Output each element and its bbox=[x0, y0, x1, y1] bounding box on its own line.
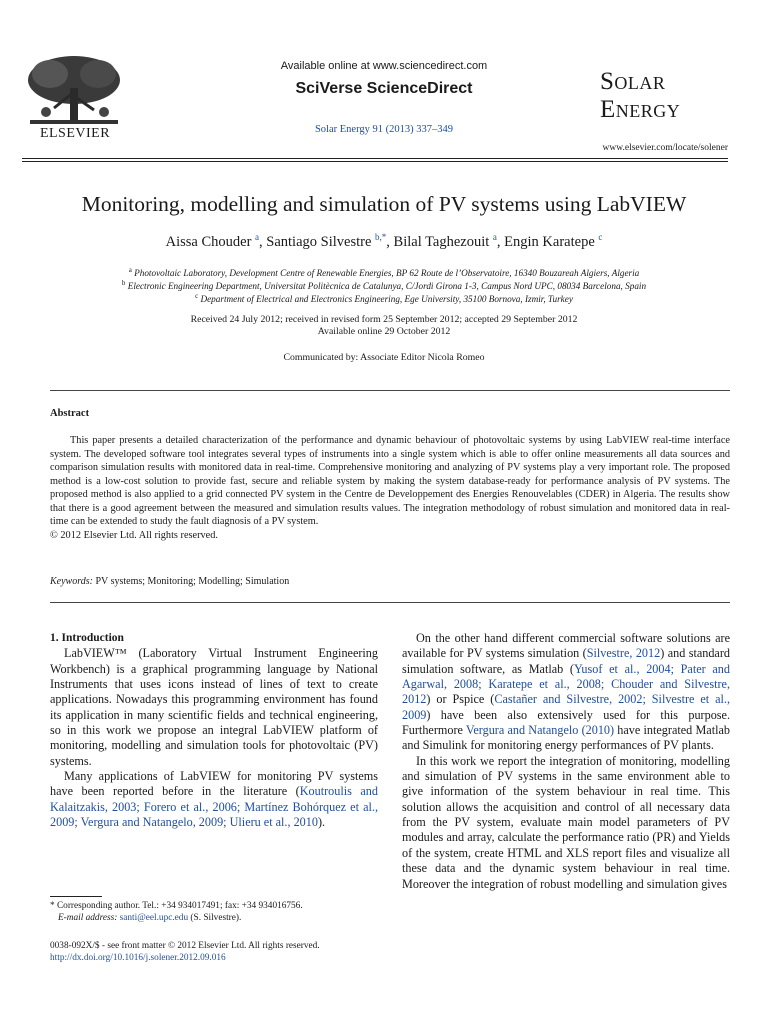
footnote-rule bbox=[50, 896, 102, 897]
reference-link[interactable]: Vergura and Natangelo (2010) bbox=[465, 723, 615, 738]
intro-paragraph-4: In this work we report the integration of monitoring, modelling and simulation of PV systems in the same environment able to give information of the system behaviour in real time. This solution allows the acquisition and control of all necessary data from the PV system, evaluate main model parameters of PV modules and array, calculate the performance ratio (PR) and Yields of the system, create HTML and XLS report files and visualize all these data and the dynamic system behaviour in real time. Moreover the integration of robust modelling and simulation gives bbox=[402, 753, 730, 891]
abstract-bottom-rule bbox=[50, 602, 730, 603]
author-affil-link[interactable]: a bbox=[255, 232, 260, 242]
intro-paragraph-2: Many applications of LabVIEW for monitoring PV systems have been reported before in the literature (Koutroulis and Kalaitzakis, 2003; Forero et al., 2006; Martínez Bohórquez et al., 2009; Vergura and Natangelo, 2009; Ulieru et al., 2010). bbox=[50, 769, 378, 830]
footnote bbox=[50, 900, 380, 924]
reference-link[interactable]: Yusof et al., 2004; Pater and Agarwal, 2008; Karatepe et al., 2008; Chouder and Silvestre, 2012 bbox=[402, 661, 730, 707]
intro-paragraph-1: LabVIEW™ (Laboratory Virtual Instrument Engineering Workbench) is a graphical programming language by National Instruments that uses icons instead of lines of text to create applications. Nowadays this programming environment has found its application in many scientific fields and technical engineering, so in this work we propose an integral LabVIEW platform of monitoring, modelling and simulation tools for photovoltaic (PV) systems. bbox=[50, 646, 378, 768]
affiliation-a: $^a$ Photovoltaic Laboratory, Development Centre of Renewable Energies, BP 62 Route de l’Observatoire, 16340 Bouzareah Algiers, Algeria bbox=[128, 266, 640, 279]
front-matter bbox=[50, 940, 450, 964]
author: Aissa Chouder $^a$, bbox=[165, 232, 267, 250]
keywords bbox=[50, 576, 289, 587]
email-link[interactable]: santi@eel.upc.edu bbox=[119, 913, 189, 923]
right-column bbox=[402, 631, 730, 892]
received-dates: Received 24 July 2012; received in revised form 25 September 2012; accepted 29 September 2012 bbox=[190, 314, 578, 325]
keywords-label: Keywords: bbox=[50, 576, 93, 587]
article-title: Monitoring, modelling and simulation of PV systems using LabVIEW bbox=[81, 192, 687, 216]
publisher-name: ELSEVIER bbox=[39, 126, 111, 141]
header-rule bbox=[22, 158, 728, 159]
abstract-body bbox=[50, 434, 730, 542]
email-suffix: (S. Silvestre). bbox=[190, 913, 242, 923]
author: Bilal Taghezouit $^a$, bbox=[393, 232, 505, 250]
journal-url-link[interactable]: www.elsevier.com/locate/solener bbox=[602, 143, 728, 153]
abstract-heading: Abstract bbox=[50, 408, 90, 419]
communicated-by: Communicated by: Associate Editor Nicola Romeo bbox=[283, 352, 485, 363]
journal-logo-line1: Solar bbox=[600, 68, 666, 95]
available-date: Available online 29 October 2012 bbox=[317, 326, 451, 337]
available-online-text: Available online at www.sciencedirect.com bbox=[280, 60, 488, 72]
header-rule-thin bbox=[22, 161, 728, 162]
reference-link[interactable]: Koutroulis and Kalaitzakis, 2003; Forero et al., 2006; Martínez Bohórquez et al., 2009; Vergura and Natangelo, 2009; Ulieru et al., 2010 bbox=[50, 784, 378, 830]
author-affil-link[interactable]: c bbox=[598, 232, 603, 242]
abstract-copyright: © 2012 Elsevier Ltd. All rights reserved. bbox=[50, 529, 218, 541]
abstract-paragraph: This paper presents a detailed characterization of the performance and dynamic behaviour of photovoltaic systems by using LabVIEW real-time interface system. The developed software tool integrates several types of instruments into a single system which is able to offer online measurements all data sources and comparison simulation results with monitored data in real-time. Comprehensive monitoring and analyzing of PV systems play a very important role. The proposed method is a low-cost solution to provide fast, secure and reliable system by making the system database-ready for performance analysis of PV systems. The proposed method is also applied to a grid connected PV system in the Centre de Developpement des Energies Renouvelables (CDER) in Algeria. The results show that there is a good agreement between the measured and simulation results values. The integration methodology of robust simulation and monitored data in real-time can be extended to study the fault diagnosis of a PV system. bbox=[50, 435, 730, 527]
author-affil-link[interactable]: a bbox=[492, 232, 497, 242]
reference-link[interactable]: Castañer and Silvestre, 2002; Silvestre et al., 2009 bbox=[402, 692, 731, 722]
affiliation-b: $^b$ Electronic Engineering Department, Universitat Politècnica de Catalunya, C/Jordi Girona 1-3, Campus Nord UPC, 08034 Barcelona, Spain bbox=[121, 279, 647, 292]
left-column bbox=[50, 631, 378, 830]
author-affil-link[interactable]: b,* bbox=[375, 232, 387, 242]
journal-logo bbox=[600, 68, 726, 124]
abstract-top-rule bbox=[50, 390, 730, 391]
author-list bbox=[0, 232, 768, 251]
keywords-list: PV systems; Monitoring; Modelling; Simulation bbox=[95, 576, 290, 587]
journal-citation-link[interactable]: Solar Energy 91 (2013) 337–349 bbox=[314, 124, 454, 135]
author: Santiago Silvestre $^{b,*}$, bbox=[266, 232, 394, 250]
section-heading: 1. Introduction bbox=[50, 632, 124, 644]
corresponding-author: * Corresponding author. Tel.: +34 934017491; fax: +34 934016756. bbox=[50, 901, 303, 911]
doi-link[interactable]: http://dx.doi.org/10.1016/j.solener.2012.09.016 bbox=[50, 953, 226, 963]
affiliation-c: $^c$ Department of Electrical and Electronics Engineering, Ege University, 35100 Bornova, Izmir, Turkey bbox=[195, 292, 573, 305]
author: Engin Karatepe $^c$ bbox=[504, 232, 603, 250]
intro-paragraph-3: On the other hand different commercial software solutions are available for PV systems simulation (Silvestre, 2012) and standard simulation software, as Matlab (Yusof et al., 2004; Pater and Agarwal, 2008; Karatepe et al., 2008; Chouder and Silvestre, 2012) or Pspice (Castañer and Silvestre, 2002; Silvestre et al., 2009) have been also extensively used for this purpose. Furthermore Vergura and Natangelo (2010) have integrated Matlab and Simulink for monitoring energy performances of PV plants. bbox=[402, 631, 731, 753]
issn-line: 0038-092X/$ - see front matter © 2012 Elsevier Ltd. All rights reserved. bbox=[50, 941, 320, 951]
platform-name: SciVerse ScienceDirect bbox=[295, 80, 473, 97]
reference-link[interactable]: Silvestre, 2012 bbox=[586, 646, 661, 661]
email-label: E-mail address: bbox=[58, 913, 118, 923]
journal-logo-line2: Energy bbox=[600, 96, 681, 123]
